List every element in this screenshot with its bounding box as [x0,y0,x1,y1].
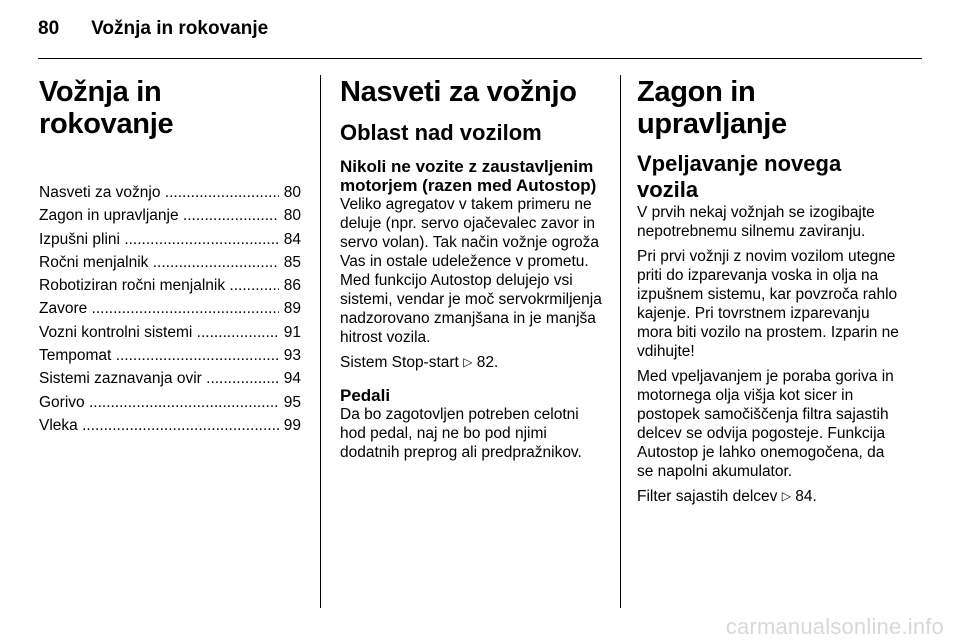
toc-entry[interactable] [39,367,301,390]
page-number: 80 [38,18,60,39]
toc-entry-label: Gorivo [39,393,85,411]
toc-entry-label: Vleka [39,416,78,434]
section-title: Zagon in upravljanje [637,76,787,140]
chapter-title: Vožnja in rokovanje [39,76,174,140]
paragraph-2: Pri prvi vožnji z novim vozilom utegne priti do izparevanja voska in olja na izpušnem sistemu, kar povzroča rahlo kajenje. Pri tovrstnem izparevanju mora biti vozilo na prostem. Izparin ne vdihujte! [637,248,899,360]
toc-leader-dots [116,344,280,367]
toc-entry[interactable] [39,274,301,297]
header-title: Vožnja in rokovanje [91,18,269,39]
toc-leader-dots [89,391,279,414]
warning-paragraph: Veliko agregatov v takem primeru ne deluje (npr. servo ojačevalec zavor in servo volan). Tak način vožnje ogroža Vas in ostale udeležence v prometu. Med funkcijo Autostop delujejo vsi sistemi, vendar je moč servokrmiljenja nadzorovano zmanjšana in je manjša hitrost vozila. [340,196,602,346]
toc-leader-dots [82,414,279,437]
column-driving-tips [340,76,604,462]
table-of-contents [39,181,301,437]
cross-reference-text: Filter sajastih delcev [637,488,778,505]
toc-leader-dots [92,297,280,320]
cross-reference-page: 82. [476,354,499,371]
toc-entry-label: Tempomat [39,347,112,365]
toc-entry[interactable] [39,251,301,274]
toc-entry-label: Izpušni plini [39,230,120,248]
toc-entry-page: 85 [283,253,301,271]
section-subtitle: Vpeljavanje novega vozila [637,151,842,202]
toc-entry-page: 86 [283,277,301,295]
toc-entry-label: Zavore [39,300,88,318]
paragraph-3: Med vpeljavanjem je poraba goriva in motornega olja višja kot sicer in postopek samočiščenja filtra sajastih delcev se odvija pogosteje. Funkcija Autostop je lahko onemogočena, da se napolni akumulator. [637,368,894,480]
page-reference-icon: ▷ [463,355,473,369]
page-reference-icon: ▷ [781,489,791,503]
toc-entry-label: Vozni kontrolni sistemi [39,323,193,341]
toc-entry-page: 80 [283,184,301,201]
toc-entry-page: 91 [283,323,301,341]
toc-entry-page: 95 [283,393,301,411]
toc-entry-label: Sistemi zaznavanja ovir [39,370,202,388]
toc-leader-dots [165,181,280,204]
page-header [38,18,268,46]
toc-entry-label: Nasveti za vožnjo [39,184,161,201]
toc-entry-page: 84 [283,230,301,248]
column-starting-operating [637,76,901,506]
toc-entry[interactable] [39,297,301,320]
cross-reference-text: Sistem Stop-start [340,354,459,371]
warning-heading: Nikoli ne vozite z zaustavljenim motorjem (razen med Autostop) [340,157,597,195]
column-divider-2 [620,75,621,608]
paragraph-1: V prvih nekaj vožnjah se izogibajte nepotrebnemu silnemu zaviranju. [637,204,875,240]
toc-entry[interactable] [39,414,301,437]
toc-entry[interactable] [39,391,301,414]
pedals-heading: Pedali [340,386,391,405]
cross-reference[interactable] [637,487,901,506]
toc-entry-label: Robotiziran ročni menjalnik [39,277,226,295]
toc-entry[interactable] [39,344,301,367]
toc-entry-page: 93 [283,347,301,365]
toc-entry[interactable] [39,204,301,227]
column-divider-1 [320,75,321,608]
column-toc [39,76,301,437]
toc-entry-page: 80 [283,207,301,225]
toc-entry[interactable] [39,181,301,204]
cross-reference[interactable] [340,353,604,372]
toc-leader-dots [206,367,279,390]
header-divider [38,58,922,59]
toc-entry[interactable] [39,228,301,251]
toc-leader-dots [197,321,280,344]
cross-reference-page: 84. [795,488,817,505]
toc-entry-label: Zagon in upravljanje [39,207,179,225]
toc-entry-page: 94 [283,370,301,388]
toc-leader-dots [124,228,279,251]
section-subtitle: Oblast nad vozilom [340,120,542,145]
toc-leader-dots [153,251,280,274]
section-title: Nasveti za vožnjo [340,76,577,108]
toc-entry-page: 89 [283,300,301,318]
toc-entry[interactable] [39,321,301,344]
toc-leader-dots [183,204,280,227]
toc-entry-label: Ročni menjalnik [39,253,149,271]
pedals-paragraph: Da bo zagotovljen potreben celotni hod pedal, naj ne bo pod njimi dodatnih preprog ali predpražnikov. [340,406,582,461]
toc-leader-dots [229,274,279,297]
toc-entry-page: 99 [283,416,301,434]
watermark: carmanualsonline.info [725,614,944,639]
